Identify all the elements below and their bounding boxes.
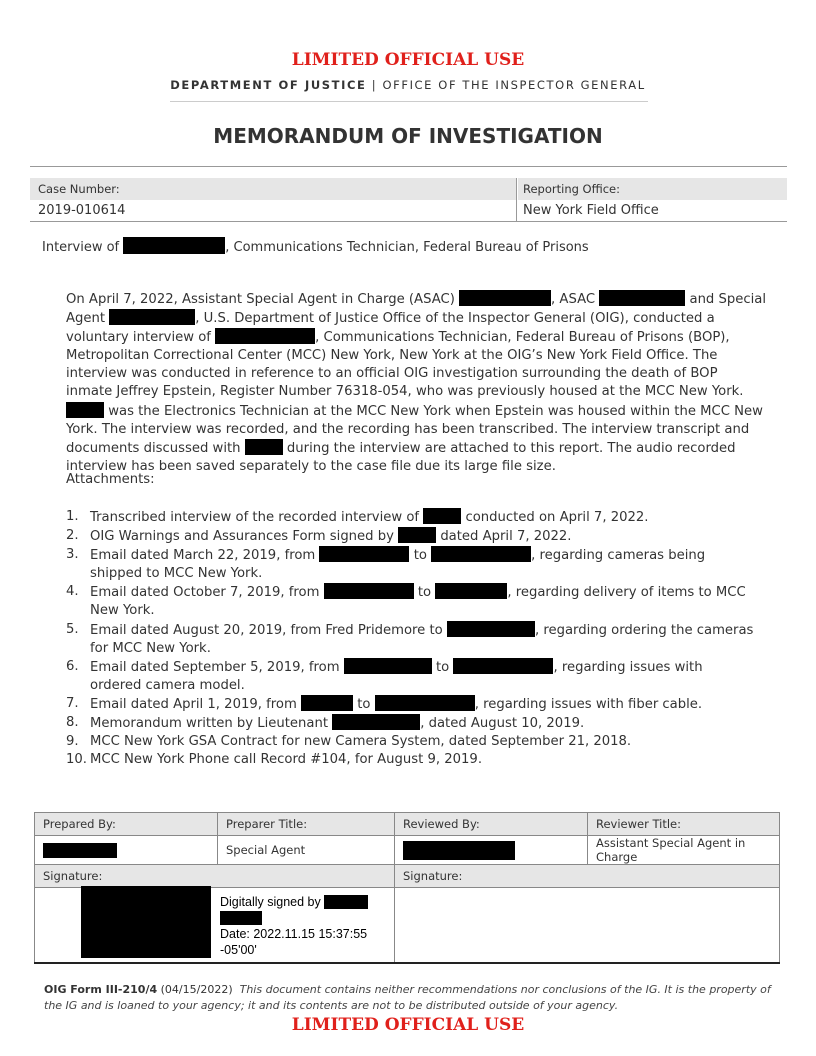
body-text: , ASAC xyxy=(551,292,596,307)
footer-notice: This document contains neither recommendations nor conclusions of the IG. It is the property of the IG and is loaned to your agency; it and its contents are not to be distributed outside of your agency. xyxy=(44,983,771,1012)
redaction-block xyxy=(403,841,515,860)
reporting-office-value: New York Field Office xyxy=(523,203,659,218)
list-text: Email dated October 7, 2019, from xyxy=(90,585,320,601)
reviewed-by-cell xyxy=(395,836,588,865)
redaction-block xyxy=(435,583,507,599)
form-date: (04/15/2022) xyxy=(160,983,233,996)
list-item xyxy=(66,695,756,714)
redaction-block xyxy=(319,546,409,562)
signature-label-left: Signature: xyxy=(35,865,395,888)
redaction-block xyxy=(423,508,461,524)
attachments-list xyxy=(66,508,756,769)
signature-redaction xyxy=(81,886,211,958)
redaction-block xyxy=(245,439,283,455)
memo-body-paragraph xyxy=(66,290,766,476)
list-text: , regarding issues with fiber cable. xyxy=(474,696,703,712)
redaction-block xyxy=(453,658,553,674)
list-text: , regarding cameras being shipped to MCC New York. xyxy=(90,548,706,582)
case-table-top-rule xyxy=(30,166,787,167)
list-text: Email dated April 1, 2019, from xyxy=(90,696,297,712)
list-number: 8. xyxy=(66,715,79,731)
preparer-title-label: Preparer Title: xyxy=(218,813,395,836)
list-number: 3. xyxy=(66,547,79,563)
list-item xyxy=(66,508,756,527)
list-item xyxy=(66,527,756,546)
list-text: to xyxy=(413,548,427,564)
prepared-by-cell xyxy=(35,836,218,865)
reviewer-title-label: Reviewer Title: xyxy=(588,813,780,836)
list-text: , regarding delivery of items to MCC New York. xyxy=(90,585,746,619)
list-text: MCC New York GSA Contract for new Camera System, dated September 21, 2018. xyxy=(90,734,632,750)
digital-signature-stamp xyxy=(220,894,368,958)
preparer-title-value: Special Agent xyxy=(218,836,395,865)
preparer-signature-cell xyxy=(35,888,395,964)
body-text: was the Electronics Technician at the MCC New York when Epstein was housed within the MCC New York. The interview was recorded, and the recording has been transcribed. The interview transcript and documents discussed with xyxy=(66,403,763,456)
reviewer-title-value: Assistant Special Agent in Charge xyxy=(588,836,780,865)
redaction-block xyxy=(66,402,104,418)
list-text: to xyxy=(435,659,450,675)
redaction-block xyxy=(109,309,195,325)
case-table-divider xyxy=(516,178,517,221)
list-text: to xyxy=(417,585,432,601)
list-number: 7. xyxy=(66,695,79,711)
list-text: MCC New York Phone call Record #104, for August 9, 2019. xyxy=(90,752,483,768)
reviewed-by-label: Reviewed By: xyxy=(395,813,588,836)
list-item xyxy=(66,658,756,695)
body-text: , U.S. Department of Justice Office of the Inspector General (OIG), conducted a voluntary interview of xyxy=(66,311,715,346)
subject-prefix: Interview of xyxy=(42,240,120,255)
redaction-block xyxy=(123,237,225,254)
redaction-block xyxy=(447,621,535,637)
subject-suffix: , Communications Technician, Federal Bureau of Prisons xyxy=(225,240,589,255)
classification-marking-top: LIMITED OFFICIAL USE xyxy=(291,50,525,70)
redaction-block xyxy=(398,527,436,543)
list-text: to xyxy=(357,696,371,712)
list-item xyxy=(66,751,756,769)
case-number-label: Case Number: xyxy=(38,182,120,196)
classification-marking-bottom: LIMITED OFFICIAL USE xyxy=(291,1015,525,1035)
list-text: Email dated August 20, 2019, from Fred Pridemore to xyxy=(90,622,443,638)
list-text: , regarding ordering the cameras for MCC New York. xyxy=(90,622,754,656)
list-number: 4. xyxy=(66,584,79,600)
redaction-block xyxy=(220,911,262,925)
digital-signature-date: Date: 2022.11.15 15:37:55 xyxy=(220,927,368,941)
redaction-block xyxy=(301,695,353,711)
reviewer-signature-cell xyxy=(395,888,780,964)
redaction-block xyxy=(324,895,368,909)
department-line xyxy=(0,78,816,92)
list-item xyxy=(66,714,756,733)
list-text: Email dated September 5, 2019, from xyxy=(90,659,340,675)
department-separator: | xyxy=(371,78,378,92)
list-number: 1. xyxy=(66,509,79,524)
list-number: 5. xyxy=(66,621,79,637)
list-item xyxy=(66,733,756,751)
list-item xyxy=(66,621,756,658)
body-text: and Special Agent xyxy=(66,292,767,327)
list-number: 6. xyxy=(66,658,79,674)
body-text: , Communications Technician, Federal Bureau of Prisons (BOP), Metropolitan Correctional Center (MCC) New York, New York at the OIG’s New York Field Office. The interview was conducted in reference to an official OIG investigation surrounding the death of BOP inmate Jeffrey Epstein, Register Number 76318-054, who was previously housed at the MCC New York. xyxy=(66,330,744,400)
header-divider xyxy=(170,101,648,102)
case-number-value: 2019-010614 xyxy=(38,203,126,218)
department-name: DEPARTMENT OF JUSTICE xyxy=(170,78,367,92)
prepared-by-label: Prepared By: xyxy=(35,813,218,836)
list-number: 10. xyxy=(66,752,87,768)
list-item xyxy=(66,546,756,583)
attachments-heading: Attachments: xyxy=(66,472,155,487)
list-item xyxy=(66,583,756,620)
body-text: On April 7, 2022, Assistant Special Agent in Charge (ASAC) xyxy=(66,292,455,307)
list-text: Memorandum written by Lieutenant xyxy=(90,716,329,732)
case-table-bottom-rule xyxy=(30,221,787,222)
reporting-office-label: Reporting Office: xyxy=(523,182,621,196)
redaction-block xyxy=(431,546,531,562)
signature-label-right: Signature: xyxy=(395,865,780,888)
list-text: conducted on April 7, 2022. xyxy=(465,510,649,525)
list-text: Email dated March 22, 2019, from xyxy=(90,548,316,564)
redaction-block xyxy=(599,290,685,306)
form-footer xyxy=(44,982,774,1014)
body-text: during the interview are attached to this report. The audio recorded interview has been saved separately to the case file due its large file size. xyxy=(66,440,736,474)
redaction-block xyxy=(344,658,432,674)
form-id: OIG Form III-210/4 xyxy=(44,983,158,996)
list-text: , regarding issues with ordered camera model. xyxy=(90,659,703,693)
redaction-block xyxy=(375,695,475,711)
list-text: , dated August 10, 2019. xyxy=(420,716,585,732)
list-text: dated April 7, 2022. xyxy=(440,529,572,545)
redaction-block xyxy=(43,843,117,858)
digital-signature-text: Digitally signed by xyxy=(220,895,321,909)
redaction-block xyxy=(324,583,414,599)
digital-signature-tz: -05'00' xyxy=(220,943,257,957)
list-text: OIG Warnings and Assurances Form signed by xyxy=(90,529,394,545)
redaction-block xyxy=(215,328,315,344)
interview-subject-line xyxy=(42,237,589,255)
signature-table xyxy=(34,812,780,964)
list-number: 9. xyxy=(66,734,79,750)
page-title: MEMORANDUM OF INVESTIGATION xyxy=(213,124,603,148)
list-number: 2. xyxy=(66,528,79,544)
office-name: OFFICE OF THE INSPECTOR GENERAL xyxy=(382,78,646,92)
redaction-block xyxy=(459,290,551,306)
redaction-block xyxy=(332,714,420,730)
list-text: Transcribed interview of the recorded interview of xyxy=(90,510,420,525)
